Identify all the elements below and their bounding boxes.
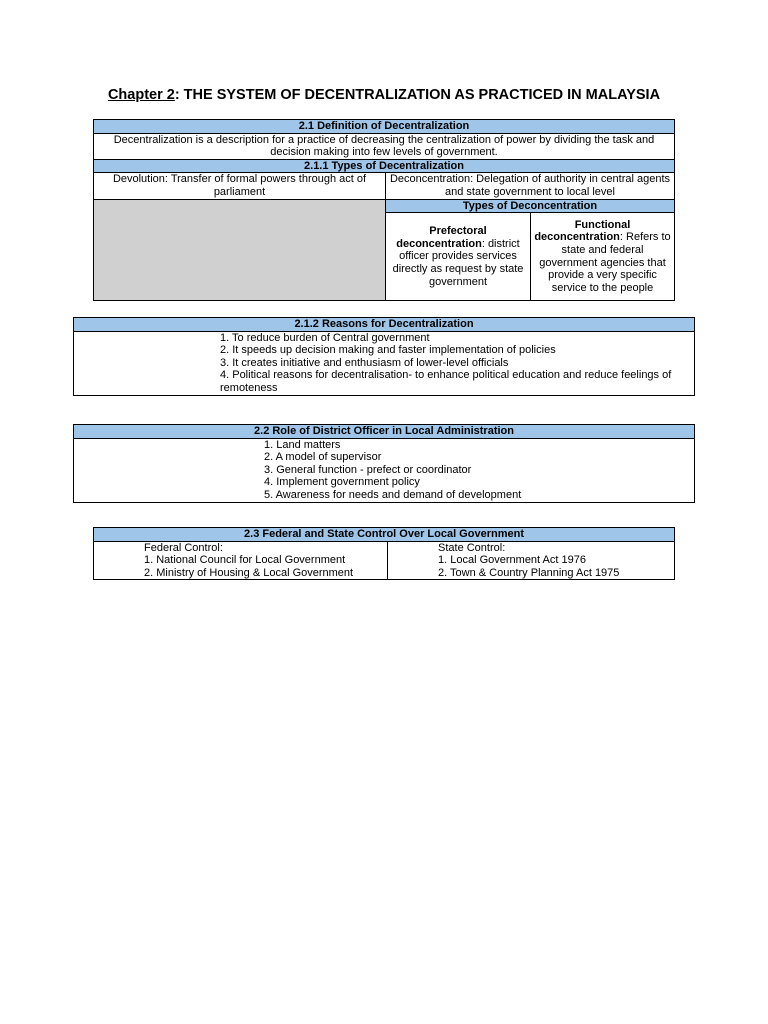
federal-line: 1. National Council for Local Government — [144, 554, 346, 567]
district-officer-table — [73, 424, 695, 503]
reason-item: 4. Political reasons for decentralisation- to enhance political education and reduce feelings of remoteness — [220, 369, 672, 394]
deconcentration-cell: Deconcentration: Delegation of authority in central agents and state government to local level — [386, 173, 675, 199]
functional-desc: : Refers to state and federal government agencies that provide a very specific service to the people — [539, 231, 671, 294]
reason-item: 2. It speeds up decision making and faster implementation of policies — [220, 344, 556, 357]
role-item: 3. General function - prefect or coordinator — [264, 463, 472, 476]
prefectoral-desc: : district officer provides services directly as request by state government — [392, 237, 524, 288]
federal-control-cell — [94, 541, 388, 580]
control-table — [93, 527, 675, 580]
definition-text: Decentralization is a description for a practice of decreasing the centralization of power by dividing the task and decision making into few levels of government. — [94, 133, 675, 159]
chapter-label: Chapter 2 — [107, 87, 175, 103]
chapter-heading: : THE SYSTEM OF DECENTRALIZATION AS PRACTICED IN MALAYSIA — [174, 87, 661, 103]
district-officer-list — [74, 438, 695, 502]
district-officer-header: 2.2 Role of District Officer in Local Administration — [74, 425, 695, 439]
definition-table — [93, 119, 675, 301]
state-control-cell — [388, 541, 675, 580]
control-header: 2.3 Federal and State Control Over Local Government — [94, 528, 675, 542]
federal-line: 2. Ministry of Housing & Local Government — [144, 566, 354, 579]
role-item: 5. Awareness for needs and demand of development — [264, 488, 522, 501]
state-line: 2. Town & Country Planning Act 1975 — [438, 566, 620, 579]
definition-header: 2.1 Definition of Decentralization — [94, 120, 675, 134]
functional-cell — [531, 213, 675, 301]
types-deconcentration-header: Types of Deconcentration — [386, 199, 675, 213]
state-line: State Control: — [438, 541, 506, 554]
devolution-cell: Devolution: Transfer of formal powers through act of parliament — [94, 173, 386, 199]
reason-item: 1. To reduce burden of Central government — [220, 331, 430, 344]
empty-grey-cell — [94, 199, 386, 301]
reason-item: 3. It creates initiative and enthusiasm of lower-level officials — [220, 356, 509, 369]
prefectoral-cell — [386, 213, 531, 301]
reasons-header: 2.1.2 Reasons for Decentralization — [74, 318, 695, 332]
reasons-list — [74, 331, 695, 395]
federal-line: Federal Control: — [144, 541, 223, 554]
role-item: 1. Land matters — [264, 438, 341, 451]
role-item: 2. A model of supervisor — [264, 451, 382, 464]
reasons-table — [73, 317, 695, 396]
types-header: 2.1.1 Types of Decentralization — [94, 159, 675, 173]
state-line: 1. Local Government Act 1976 — [438, 554, 586, 567]
functional-term: Functional deconcentration — [534, 218, 631, 244]
chapter-title — [0, 87, 768, 103]
prefectoral-term: Prefectoral deconcentration — [396, 225, 487, 250]
role-item: 4. Implement government policy — [264, 476, 420, 489]
